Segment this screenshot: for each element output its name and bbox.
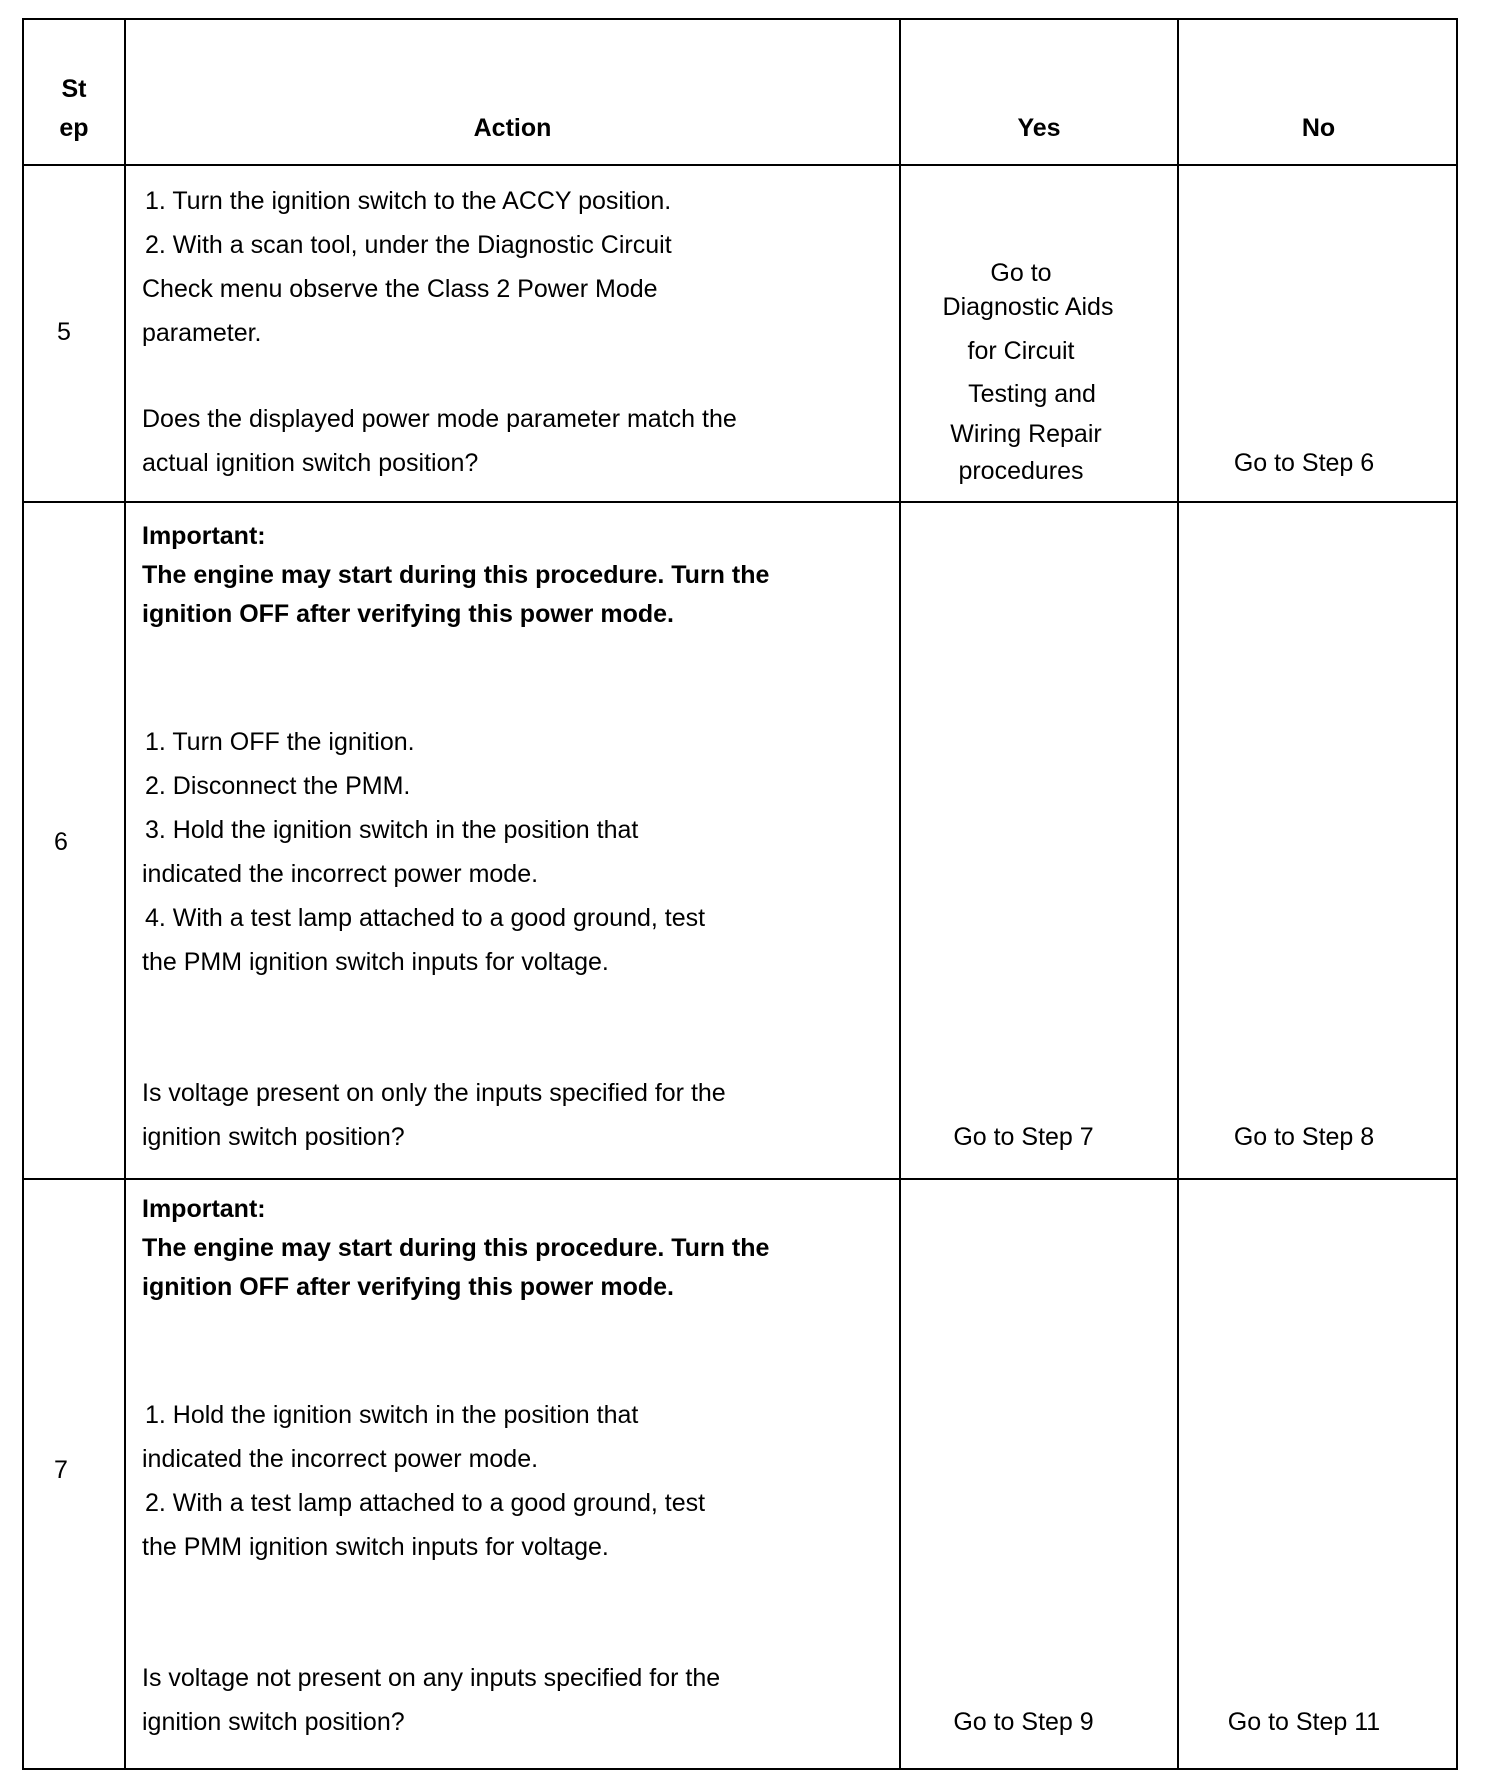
yes-result-line: Go to: [990, 259, 1052, 287]
step-number: 6: [54, 828, 68, 856]
action-line: 1. Turn OFF the ignition.: [145, 728, 415, 756]
step-number: 5: [57, 318, 71, 346]
header-action: Action: [473, 114, 552, 142]
action-line: 4. With a test lamp attached to a good ground, test: [145, 904, 706, 932]
action-line: parameter.: [142, 319, 262, 347]
action-line: 2. With a scan tool, under the Diagnostic Circuit: [145, 231, 672, 259]
row-divider: [24, 1178, 1456, 1180]
question-line: actual ignition switch position?: [142, 449, 479, 477]
row-divider: [24, 164, 1456, 166]
no-result: Go to Step 6: [1233, 449, 1375, 477]
action-line: 1. Turn the ignition switch to the ACCY position.: [145, 187, 672, 215]
question-line: Is voltage present on only the inputs specified for the: [142, 1079, 726, 1107]
action-line: indicated the incorrect power mode.: [142, 860, 539, 888]
header-no: No: [1301, 114, 1336, 142]
yes-result-line: Wiring Repair: [950, 420, 1102, 448]
no-result: Go to Step 8: [1233, 1123, 1375, 1151]
action-line: the PMM ignition switch inputs for voltage.: [142, 1533, 609, 1561]
important-text: The engine may start during this procedure. Turn the: [142, 1234, 770, 1262]
header-step-line2: ep: [59, 114, 89, 142]
header-yes: Yes: [1017, 114, 1061, 142]
important-text: The engine may start during this procedure. Turn the: [142, 561, 770, 589]
yes-result: Go to Step 7: [953, 1123, 1094, 1151]
action-line: 2. Disconnect the PMM.: [145, 772, 411, 800]
important-text: ignition OFF after verifying this power mode.: [142, 600, 674, 628]
yes-result-line: Testing and: [968, 380, 1096, 408]
important-text: ignition OFF after verifying this power mode.: [142, 1273, 674, 1301]
column-divider: [124, 20, 126, 1768]
question-line: ignition switch position?: [142, 1708, 405, 1736]
yes-result: Go to Step 9: [953, 1708, 1094, 1736]
header-step-line1: St: [61, 75, 87, 103]
action-line: 1. Hold the ignition switch in the position that: [145, 1401, 639, 1429]
step-number: 7: [54, 1456, 68, 1484]
action-line: 3. Hold the ignition switch in the position that: [145, 816, 639, 844]
yes-result-line: procedures: [958, 457, 1084, 485]
yes-result-line: Diagnostic Aids: [942, 293, 1114, 321]
important-label: Important:: [142, 1195, 266, 1223]
no-result: Go to Step 11: [1227, 1708, 1381, 1736]
important-label: Important:: [142, 522, 266, 550]
question-line: Is voltage not present on any inputs specified for the: [142, 1664, 721, 1692]
diagnostic-table: [22, 18, 1458, 1770]
column-divider: [1177, 20, 1179, 1768]
action-line: Check menu observe the Class 2 Power Mode: [142, 275, 658, 303]
question-line: ignition switch position?: [142, 1123, 405, 1151]
action-line: indicated the incorrect power mode.: [142, 1445, 539, 1473]
action-line: 2. With a test lamp attached to a good ground, test: [145, 1489, 706, 1517]
action-line: the PMM ignition switch inputs for voltage.: [142, 948, 609, 976]
row-divider: [24, 501, 1456, 503]
yes-result-line: for Circuit: [967, 337, 1075, 365]
question-line: Does the displayed power mode parameter match the: [142, 405, 737, 433]
